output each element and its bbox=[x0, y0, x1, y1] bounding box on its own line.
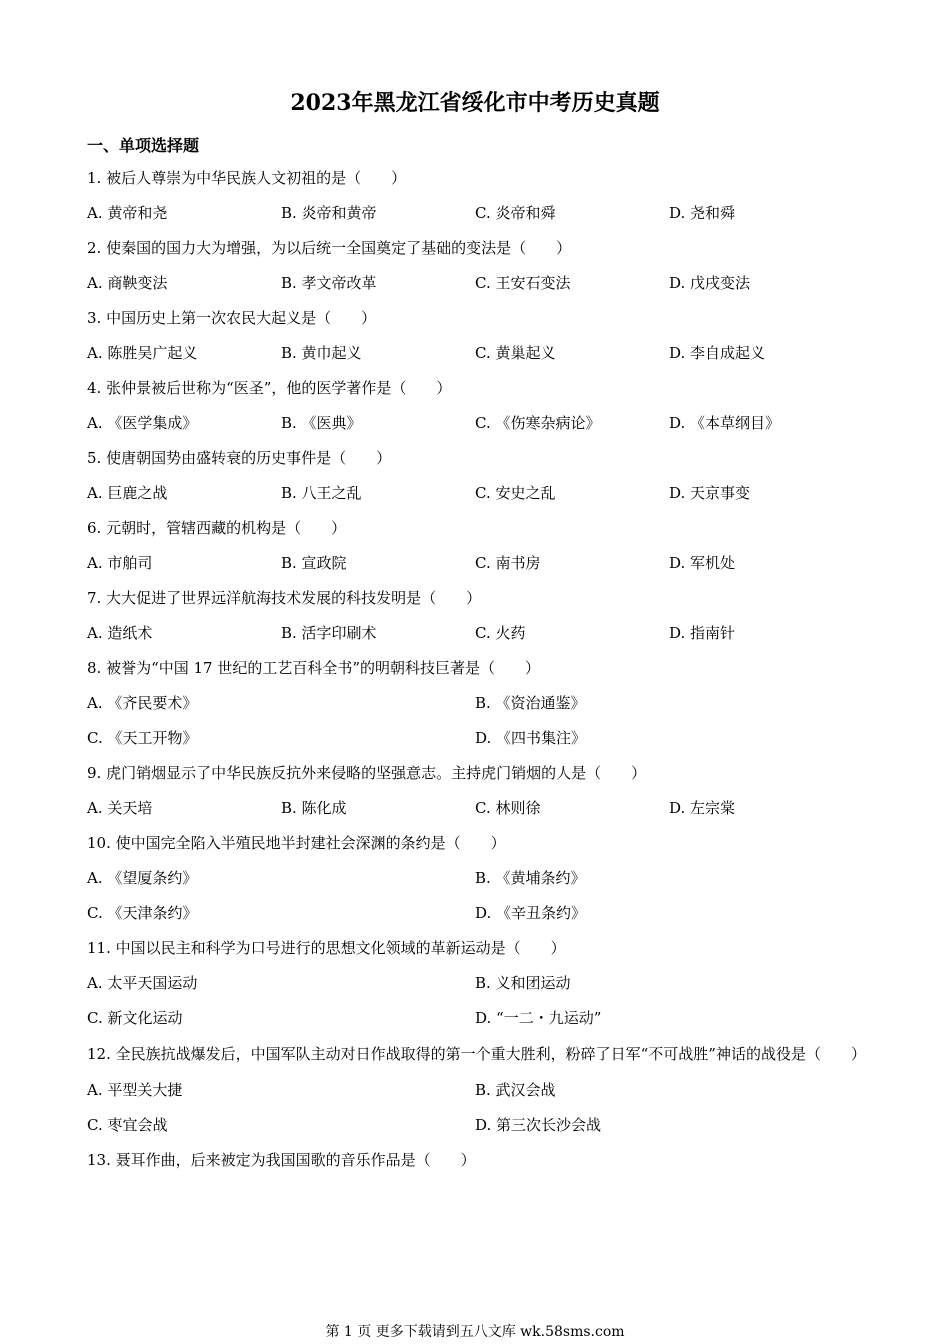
question-12-option-a: A. 平型关大捷 bbox=[87, 1081, 183, 1099]
question-3-stem: 3. 中国历史上第一次农民大起义是（ ） bbox=[87, 309, 377, 327]
question-1-option-d: D. 尧和舜 bbox=[669, 204, 736, 222]
question-12-option-d: D. 第三次长沙会战 bbox=[475, 1116, 602, 1134]
question-9-option-a: A. 关天培 bbox=[87, 799, 153, 817]
question-8-options-row-1 bbox=[87, 686, 863, 721]
question-8-option-a: A. 《齐民要术》 bbox=[87, 694, 198, 712]
page-title: 2023年黑龙江省绥化市中考历史真题 bbox=[290, 90, 660, 116]
question-5-option-a: A. 巨鹿之战 bbox=[87, 484, 168, 502]
question-2-option-a: A. 商鞅变法 bbox=[87, 274, 168, 292]
page-footer: 第 1 页 更多下载请到五八文库 wk.58sms.com bbox=[325, 1324, 625, 1340]
question-4-stem: 4. 张仲景被后世称为“医圣”，他的医学著作是（ ） bbox=[87, 379, 452, 397]
question-11-options-row-2 bbox=[87, 1001, 863, 1036]
question-12-option-b: B. 武汉会战 bbox=[475, 1081, 556, 1099]
question-1-option-b: B. 炎帝和黄帝 bbox=[281, 204, 377, 222]
question-2-stem: 2. 使秦国的国力大为增强，为以后统一全国奠定了基础的变法是（ ） bbox=[87, 239, 572, 257]
question-4-option-a: A. 《医学集成》 bbox=[87, 414, 198, 432]
question-11-stem: 11. 中国以民主和科学为口号进行的思想文化领域的革新运动是（ ） bbox=[87, 939, 566, 957]
question-5-options bbox=[87, 476, 863, 511]
section-heading: 一、单项选择题 bbox=[87, 136, 200, 155]
question-11-option-c: C. 新文化运动 bbox=[87, 1009, 183, 1027]
question-2-option-b: B. 孝文帝改革 bbox=[281, 274, 377, 292]
question-6-option-c: C. 南书房 bbox=[475, 554, 541, 572]
question-1-stem: 1. 被后人尊崇为中华民族人文初祖的是（ ） bbox=[87, 169, 407, 187]
question-10-options-row-1 bbox=[87, 861, 863, 896]
question-3-option-a: A. 陈胜吴广起义 bbox=[87, 344, 198, 362]
question-8-option-b: B. 《资治通鉴》 bbox=[475, 694, 586, 712]
question-1-option-a: A. 黄帝和尧 bbox=[87, 204, 168, 222]
question-6-option-d: D. 军机处 bbox=[669, 554, 736, 572]
question-7-option-d: D. 指南针 bbox=[669, 624, 736, 642]
question-8-stem: 8. 被誉为“中国 17 世纪的工艺百科全书”的明朝科技巨著是（ ） bbox=[87, 659, 541, 677]
question-13-stem: 13. 聂耳作曲，后来被定为我国国歌的音乐作品是（ ） bbox=[87, 1151, 476, 1169]
question-6-stem: 6. 元朝时，管辖西藏的机构是（ ） bbox=[87, 519, 347, 537]
question-4-option-b: B. 《医典》 bbox=[281, 414, 362, 432]
question-5-stem: 5. 使唐朝国势由盛转衰的历史事件是（ ） bbox=[87, 449, 392, 467]
question-6-option-a: A. 市舶司 bbox=[87, 554, 153, 572]
question-10-option-b: B. 《黄埔条约》 bbox=[475, 869, 586, 887]
question-2-options bbox=[87, 266, 863, 301]
question-10-stem: 10. 使中国完全陷入半殖民地半封建社会深渊的条约是（ ） bbox=[87, 834, 506, 852]
question-7-stem: 7. 大大促进了世界远洋航海技术发展的科技发明是（ ） bbox=[87, 589, 482, 607]
question-8-option-c: C. 《天工开物》 bbox=[87, 729, 198, 747]
question-10-option-a: A. 《望厦条约》 bbox=[87, 869, 198, 887]
question-3-option-d: D. 李自成起义 bbox=[669, 344, 766, 362]
question-9-option-b: B. 陈化成 bbox=[281, 799, 347, 817]
question-10-option-c: C. 《天津条约》 bbox=[87, 904, 198, 922]
question-3-option-b: B. 黄巾起义 bbox=[281, 344, 362, 362]
question-12-option-c: C. 枣宜会战 bbox=[87, 1116, 168, 1134]
question-8-option-d: D. 《四书集注》 bbox=[475, 729, 587, 747]
question-3-options bbox=[87, 336, 863, 371]
question-10-options-row-2 bbox=[87, 896, 863, 931]
question-7-option-a: A. 造纸术 bbox=[87, 624, 153, 642]
question-9-option-c: C. 林则徐 bbox=[475, 799, 541, 817]
question-9-stem: 9. 虎门销烟显示了中华民族反抗外来侵略的坚强意志。主持虎门销烟的人是（ ） bbox=[87, 764, 647, 782]
question-3-option-c: C. 黄巢起义 bbox=[475, 344, 556, 362]
question-12-options-row-1 bbox=[87, 1073, 863, 1108]
question-11-option-d: D. “一二・九运动” bbox=[475, 1009, 602, 1027]
question-2-option-c: C. 王安石变法 bbox=[475, 274, 571, 292]
question-list bbox=[87, 161, 866, 1178]
question-4-option-c: C. 《伤寒杂病论》 bbox=[475, 414, 601, 432]
question-10-option-d: D. 《辛丑条约》 bbox=[475, 904, 587, 922]
question-11-option-a: A. 太平天国运动 bbox=[87, 974, 198, 992]
question-5-option-d: D. 天京事变 bbox=[669, 484, 751, 502]
question-1-option-c: C. 炎帝和舜 bbox=[475, 204, 556, 222]
question-9-option-d: D. 左宗棠 bbox=[669, 799, 736, 817]
question-6-options bbox=[87, 546, 863, 581]
question-4-option-d: D. 《本草纲目》 bbox=[669, 414, 781, 432]
question-7-option-c: C. 火药 bbox=[475, 624, 526, 642]
question-5-option-c: C. 安史之乱 bbox=[475, 484, 556, 502]
question-7-options bbox=[87, 616, 863, 651]
question-6-option-b: B. 宣政院 bbox=[281, 554, 347, 572]
question-11-option-b: B. 义和团运动 bbox=[475, 974, 571, 992]
question-4-options bbox=[87, 406, 863, 441]
question-12-stem: 12. 全民族抗战爆发后，中国军队主动对日作战取得的第一个重大胜利，粉碎了日军“不可战胜”神话的战役是（ ） bbox=[87, 1045, 866, 1063]
question-11-options-row-1 bbox=[87, 966, 863, 1001]
question-2-option-d: D. 戊戌变法 bbox=[669, 274, 751, 292]
question-1-options bbox=[87, 196, 863, 231]
question-9-options bbox=[87, 791, 863, 826]
question-5-option-b: B. 八王之乱 bbox=[281, 484, 362, 502]
question-7-option-b: B. 活字印刷术 bbox=[281, 624, 377, 642]
question-8-options-row-2 bbox=[87, 721, 863, 756]
question-12-options-row-2 bbox=[87, 1108, 863, 1143]
